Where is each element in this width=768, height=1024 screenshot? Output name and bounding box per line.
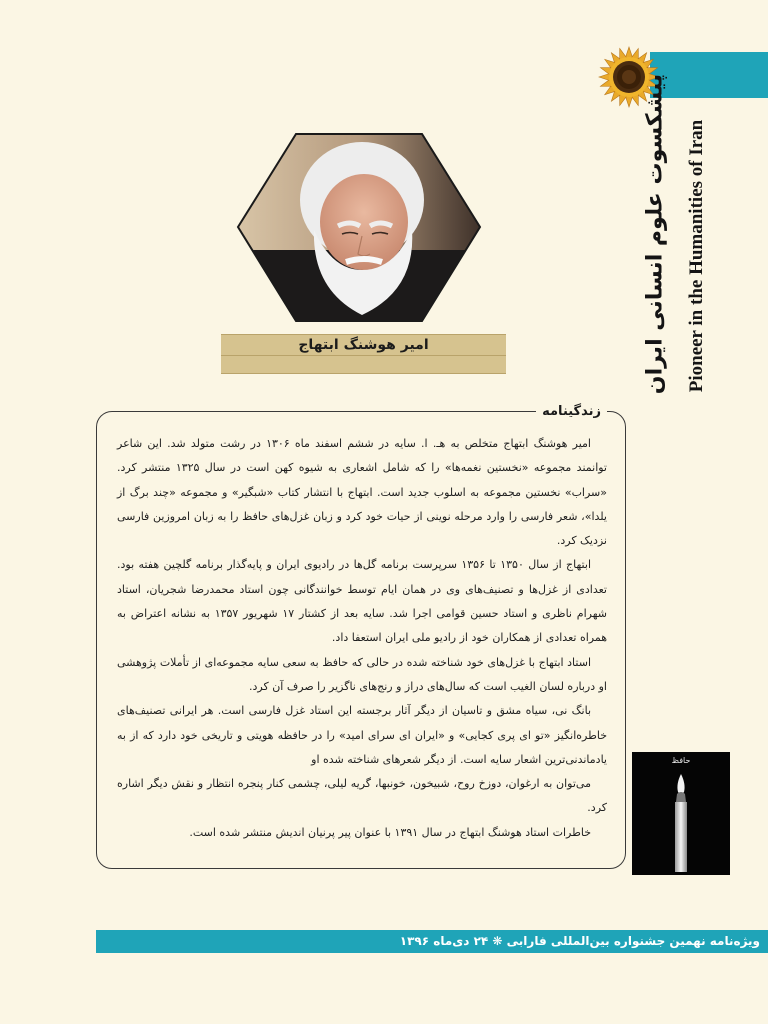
header-teal-band bbox=[650, 52, 768, 98]
name-bar bbox=[221, 334, 506, 356]
biography-text bbox=[117, 432, 607, 845]
logotype-text: پیشکسوت علوم انسانی ایران bbox=[642, 73, 668, 395]
candle-icon bbox=[668, 772, 694, 872]
biography-paragraph: خاطرات استاد هوشنگ ابتهاج در سال ۱۳۹۱ با عنوان پیر پرنیان اندیش منتشر شده است. bbox=[189, 825, 591, 839]
pioneer-title-block bbox=[680, 116, 714, 396]
pioneer-title: Pioneer in the Humanities of Iran bbox=[686, 119, 707, 393]
person-name: امیر هوشنگ ابتهاج bbox=[298, 337, 429, 353]
biography-paragraph: ابتهاج از سال ۱۳۵۰ تا ۱۳۵۶ سرپرست برنامه گل‌ها در رادیوی ایران و پایه‌گذار برنامه گلچین هفته بود. تعدادی از غزل‌ها و تصنیف‌های وی در همان ایام توسط خوانندگانی چون استاد محمدرضا شجریان، استاد شهرام ناظری و استاد حسین قوامی اجرا شد. سایه بعد از کشتار ۱۷ شهریور ۱۳۵۷ به نشانه اعتراض به همراه تعدادی از همکاران خود از رادیو ملی ایران استعفا داد. bbox=[117, 558, 608, 645]
biography-paragraph: بانگ نی، سیاه مشق و تاسیان از دیگر آثار برجسته این استاد غزل فارسی است. هر ایرانی تصنیف‌های خاطره‌انگیز «تو ای پری کجایی» و «ایران ای سرای امید» را در حافظه هویتی و تاریخی خود دارد که از به یادماندنی‌ترین اشعار سایه است. از دیگر شعرهای شناخته شده او bbox=[117, 704, 607, 766]
biography-paragraph: امیر هوشنگ ابتهاج متخلص به هـ. ا. سایه در ششم اسفند ماه ۱۳۰۶ در رشت متولد شد. این شاعر توانمند مجموعه «نخستین نغمه‌ها» را که شامل اشعاری به شیوه کهن است در سال ۱۳۲۵ منتشر کرد. «سراب» نخستین مجموعه به اسلوب جدید است. ابتهاج با انتشار کتاب «شبگیر» و مجموعه «چند برگ از یلدا»، شعر فارسی را وارد مرحله نوینی از حیات خود کرد و زبان غزل‌های حافظ را به زبان امروزین فارسی نزدیک کرد. bbox=[117, 437, 607, 548]
biography-box bbox=[96, 404, 626, 869]
footer-text: ویژه‌نامه نهمین جشنواره بین‌المللی فارابی ❋ ۲۴ دی‌ماه ۱۳۹۶ bbox=[399, 934, 760, 948]
portrait-photo bbox=[234, 130, 484, 325]
name-subbar bbox=[221, 356, 506, 374]
biography-heading: زندگینامه bbox=[536, 402, 607, 422]
footer-band bbox=[96, 930, 768, 953]
book-cover-title: حافظ bbox=[671, 756, 691, 765]
biography-paragraph: استاد ابتهاج با غزل‌های خود شناخته شده در حالی که حافظ به سعی سایه مجموعه‌ای از تأملات پژوهشی او درباره لسان الغیب است که سال‌های دراز و رنج‌های ناگزیر را صرف آن کرد. bbox=[117, 655, 607, 693]
biography-paragraph: می‌توان به ارغوان، دوزخ روح، شبیخون، خونبها، گریه لیلی، چشمی کنار پنجره انتظار و نقش دیگر اشاره کرد. bbox=[117, 777, 607, 815]
book-cover-image bbox=[632, 752, 730, 875]
logotype-vertical bbox=[632, 73, 678, 395]
